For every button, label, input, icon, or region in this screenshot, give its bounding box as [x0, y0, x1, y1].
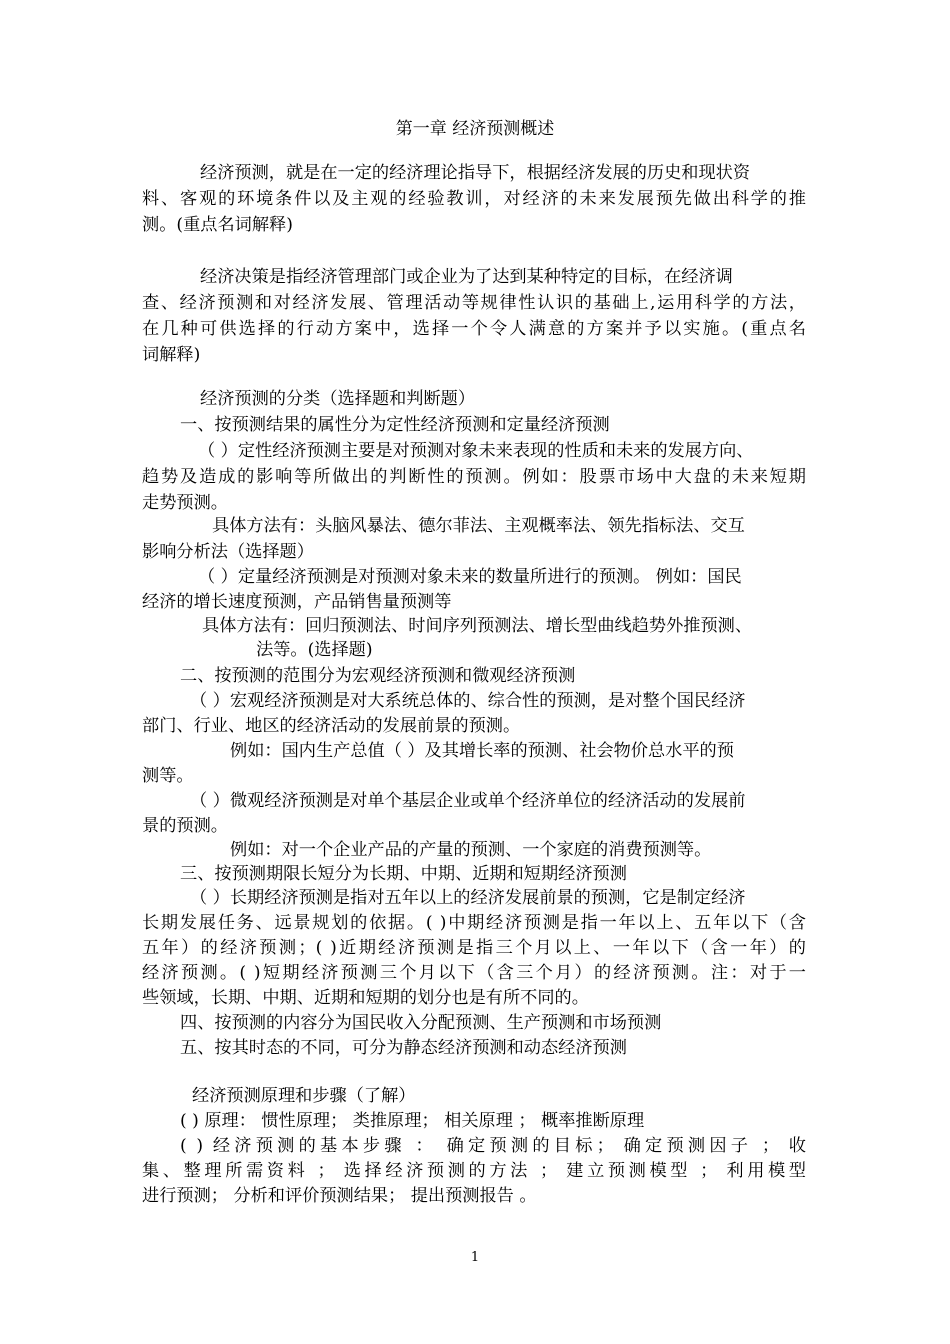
text-line: 料、客观的环境条件以及主观的经验教训，对经济的未来发展预先做出科学的推: [142, 189, 806, 209]
text-line: 经济预测。( )短期经济预测三个月以下（含三个月）的经济预测。注：对于一: [142, 963, 806, 983]
text-line: （ ）微观经济预测是对单个基层企业或单个经济单位的经济活动的发展前: [190, 791, 746, 811]
page-number: 1: [470, 1250, 480, 1265]
text-line: 经济决策是指经济管理部门或企业为了达到某种特定的目标，在经济调: [200, 267, 733, 287]
text-line: 四、按预测的内容分为国民收入分配预测、生产预测和市场预测: [180, 1013, 662, 1033]
text-line: 部门、行业、地区的经济活动的发展前景的预测。: [142, 716, 521, 736]
text-line: 具体方法有：回归预测法、时间序列预测法、增长型曲线趋势外推预测、: [202, 616, 753, 636]
text-line: 长期发展任务、远景规划的依据。( )中期经济预测是指一年以上、五年以下（含: [142, 913, 806, 933]
section-heading: 经济预测原理和步骤（了解）: [192, 1086, 416, 1106]
text-line: ( ) 原理： 惯性原理； 类推原理； 相关原理 ； 概率推断原理: [180, 1111, 645, 1131]
text-line: 趋势及造成的影响等所做出的判断性的预测。例如：股票市场中大盘的未来短期: [142, 467, 806, 487]
text-line: 例如：国内生产总值（ ）及其增长率的预测、社会物价总水平的预: [230, 741, 734, 761]
text-line: 例如：对一个企业产品的产量的预测、一个家庭的消费预测等。: [230, 840, 712, 860]
text-line: 经济的增长速度预测，产品销售量预测等: [142, 592, 452, 612]
text-line: 查、经济预测和对经济发展、管理活动等规律性认识的基础上,运用科学的方法，: [142, 293, 806, 313]
text-line: 二、按预测的范围分为宏观经济预测和微观经济预测: [180, 666, 576, 686]
text-line: 一、按预测结果的属性分为定性经济预测和定量经济预测: [180, 415, 610, 435]
text-line: 测。(重点名词解释): [142, 215, 293, 235]
text-line: 五、按其时态的不同，可分为静态经济预测和动态经济预测: [180, 1038, 627, 1058]
text-line: 法等。(选择题): [256, 640, 373, 660]
text-line: 五年）的经济预测；( )近期经济预测是指三个月以上、一年以下（含一年）的: [142, 938, 806, 958]
text-line: 集、整理所需资料 ； 选择经济预测的方法 ； 建立预测模型 ； 利用模型: [142, 1161, 806, 1181]
text-line: 景的预测。: [142, 816, 228, 836]
text-line: （ ）定性经济预测主要是对预测对象未来表现的性质和未来的发展方向、: [198, 441, 754, 461]
text-line: （ ）定量经济预测是对预测对象未来的数量所进行的预测。 例如：国民: [198, 567, 742, 587]
text-line: （ ）宏观经济预测是对大系统总体的、综合性的预测，是对整个国民经济: [190, 691, 746, 711]
text-line: 经济预测，就是在一定的经济理论指导下，根据经济发展的历史和现状资: [200, 163, 751, 183]
text-line: 些领域，长期、中期、近期和短期的划分也是有所不同的。: [142, 988, 589, 1008]
text-line: 在几种可供选择的行动方案中，选择一个令人满意的方案并予以实施。(重点名: [142, 319, 806, 339]
text-line: 走势预测。: [142, 493, 228, 513]
text-line: 影响分析法（选择题）: [142, 542, 314, 562]
text-line: （ ）长期经济预测是指对五年以上的经济发展前景的预测，它是制定经济: [190, 888, 746, 908]
text-line: 词解释): [142, 345, 201, 365]
text-line: 三、按预测期限长短分为长期、中期、近期和短期经济预测: [180, 864, 627, 884]
section-heading: 经济预测的分类（选择题和判断题）: [200, 389, 476, 409]
text-line: 具体方法有：头脑风暴法、德尔菲法、主观概率法、领先指标法、交互: [212, 516, 745, 536]
text-line: 测等。: [142, 766, 194, 786]
chapter-title: 第一章 经济预测概述: [395, 119, 555, 139]
text-line: ( ) 经济预测的基本步骤 ： 确定预测的目标； 确定预测因子 ； 收: [180, 1136, 806, 1156]
text-line: 进行预测； 分析和评价预测结果； 提出预测报告 。: [142, 1186, 537, 1206]
